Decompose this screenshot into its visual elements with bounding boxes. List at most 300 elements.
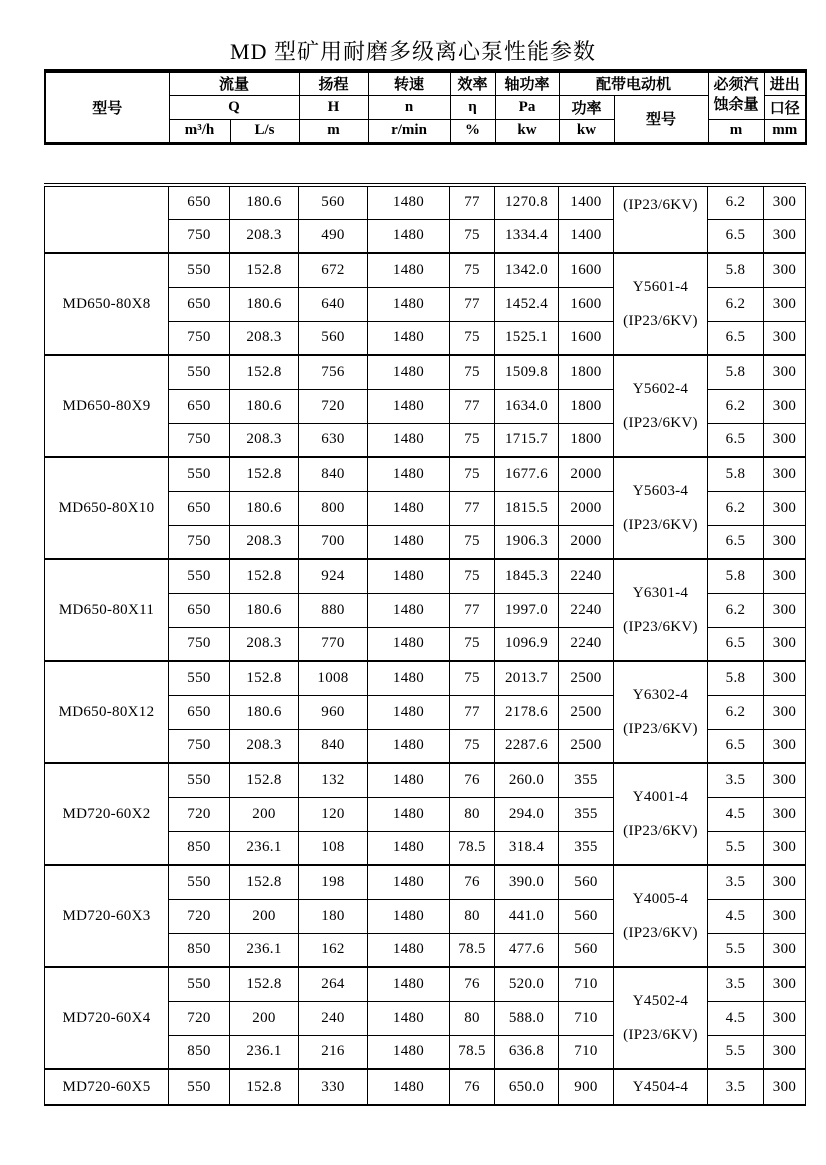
cell-motor-power: 355 bbox=[559, 797, 614, 831]
cell-efficiency: 75 bbox=[450, 525, 495, 559]
cell-motor-power: 560 bbox=[559, 899, 614, 933]
cell-efficiency: 75 bbox=[450, 253, 495, 287]
cell-speed: 1480 bbox=[368, 287, 450, 321]
cell-efficiency: 76 bbox=[450, 967, 495, 1001]
cell-motor-power: 2500 bbox=[559, 729, 614, 763]
cell-port: 300 bbox=[764, 627, 806, 661]
col-header-port-line1: 进出 bbox=[764, 71, 806, 95]
cell-efficiency: 77 bbox=[450, 287, 495, 321]
cell-port: 300 bbox=[764, 831, 806, 865]
cell-speed: 1480 bbox=[368, 219, 450, 253]
cell-port: 300 bbox=[764, 593, 806, 627]
cell-npsh: 6.2 bbox=[708, 287, 764, 321]
cell-motor-power: 2000 bbox=[559, 525, 614, 559]
col-symbol-speed: n bbox=[368, 95, 450, 119]
motor-model-line: Y6301-4 bbox=[632, 585, 689, 601]
cell-shaft-power: 294.0 bbox=[495, 797, 559, 831]
cell-shaft-power: 1509.8 bbox=[495, 355, 559, 389]
cell-speed: 1480 bbox=[368, 831, 450, 865]
cell-speed: 1480 bbox=[368, 253, 450, 287]
motor-model-line: (IP23/6KV) bbox=[623, 517, 698, 533]
cell-shaft-power: 1815.5 bbox=[495, 491, 559, 525]
cell-flow-m3h: 720 bbox=[169, 1001, 230, 1035]
cell-shaft-power: 2178.6 bbox=[495, 695, 559, 729]
table-row bbox=[45, 253, 806, 287]
pump-data-table bbox=[44, 183, 806, 1106]
cell-shaft-power: 1997.0 bbox=[495, 593, 559, 627]
cell-head: 840 bbox=[299, 457, 368, 491]
cell-shaft-power: 260.0 bbox=[495, 763, 559, 797]
motor-model-cell bbox=[614, 457, 708, 559]
pump-model-cell bbox=[45, 185, 169, 253]
cell-flow-ls: 180.6 bbox=[230, 185, 299, 219]
col-header-motor-power: 功率 bbox=[559, 95, 614, 119]
cell-port: 300 bbox=[764, 1035, 806, 1069]
cell-shaft-power: 1270.8 bbox=[495, 185, 559, 219]
motor-model-line: (IP23/6KV) bbox=[623, 823, 698, 839]
cell-head: 560 bbox=[299, 185, 368, 219]
cell-motor-power: 1600 bbox=[559, 321, 614, 355]
cell-flow-ls: 152.8 bbox=[230, 559, 299, 593]
cell-motor-power: 2240 bbox=[559, 593, 614, 627]
table-row bbox=[45, 763, 806, 797]
unit-head: m bbox=[299, 119, 368, 143]
cell-flow-ls: 152.8 bbox=[230, 661, 299, 695]
cell-speed: 1480 bbox=[368, 389, 450, 423]
cell-flow-ls: 180.6 bbox=[230, 287, 299, 321]
motor-model-line: Y4001-4 bbox=[632, 789, 689, 805]
cell-npsh: 6.2 bbox=[708, 593, 764, 627]
cell-motor-power: 1600 bbox=[559, 253, 614, 287]
header-table bbox=[44, 69, 807, 145]
cell-flow-m3h: 750 bbox=[169, 627, 230, 661]
motor-model-line: Y5602-4 bbox=[632, 381, 689, 397]
cell-port: 300 bbox=[764, 729, 806, 763]
unit-flow-m3h: m³/h bbox=[169, 119, 230, 143]
cell-flow-m3h: 550 bbox=[169, 457, 230, 491]
cell-flow-ls: 236.1 bbox=[230, 831, 299, 865]
cell-motor-power: 560 bbox=[559, 933, 614, 967]
unit-speed: r/min bbox=[368, 119, 450, 143]
cell-port: 300 bbox=[764, 933, 806, 967]
cell-speed: 1480 bbox=[368, 729, 450, 763]
cell-npsh: 6.5 bbox=[708, 423, 764, 457]
motor-model-cell bbox=[614, 355, 708, 457]
col-header-shaft-power: 轴功率 bbox=[495, 71, 559, 95]
cell-npsh: 5.5 bbox=[708, 831, 764, 865]
cell-flow-ls: 236.1 bbox=[230, 933, 299, 967]
col-header-head: 扬程 bbox=[299, 71, 368, 95]
cell-npsh: 5.5 bbox=[708, 933, 764, 967]
cell-npsh: 5.8 bbox=[708, 661, 764, 695]
cell-efficiency: 77 bbox=[450, 593, 495, 627]
cell-flow-m3h: 550 bbox=[169, 1069, 230, 1105]
cell-speed: 1480 bbox=[368, 1001, 450, 1035]
cell-efficiency: 75 bbox=[450, 559, 495, 593]
cell-head: 880 bbox=[299, 593, 368, 627]
cell-speed: 1480 bbox=[368, 899, 450, 933]
cell-shaft-power: 1634.0 bbox=[495, 389, 559, 423]
cell-port: 300 bbox=[764, 185, 806, 219]
cell-flow-ls: 152.8 bbox=[230, 457, 299, 491]
cell-flow-ls: 180.6 bbox=[230, 593, 299, 627]
motor-model-line: Y5603-4 bbox=[632, 483, 689, 499]
cell-npsh: 5.8 bbox=[708, 457, 764, 491]
cell-flow-ls: 208.3 bbox=[230, 729, 299, 763]
cell-port: 300 bbox=[764, 695, 806, 729]
cell-npsh: 5.8 bbox=[708, 559, 764, 593]
pump-model-cell: MD650-80X12 bbox=[45, 661, 169, 763]
cell-efficiency: 75 bbox=[450, 219, 495, 253]
cell-flow-ls: 208.3 bbox=[230, 627, 299, 661]
cell-flow-m3h: 750 bbox=[169, 525, 230, 559]
cell-head: 216 bbox=[299, 1035, 368, 1069]
cell-speed: 1480 bbox=[368, 797, 450, 831]
cell-shaft-power: 1096.9 bbox=[495, 627, 559, 661]
cell-speed: 1480 bbox=[368, 457, 450, 491]
col-header-port-line2: 口径 bbox=[764, 95, 806, 119]
pump-model-cell: MD650-80X11 bbox=[45, 559, 169, 661]
motor-model-cell bbox=[614, 185, 708, 253]
cell-npsh: 3.5 bbox=[708, 865, 764, 899]
cell-flow-m3h: 650 bbox=[169, 491, 230, 525]
cell-flow-ls: 208.3 bbox=[230, 525, 299, 559]
col-symbol-shaft-power: Pa bbox=[495, 95, 559, 119]
motor-model-line: (IP23/6KV) bbox=[623, 1027, 698, 1043]
cell-speed: 1480 bbox=[368, 695, 450, 729]
cell-flow-ls: 208.3 bbox=[230, 219, 299, 253]
table-row bbox=[45, 355, 806, 389]
col-header-speed: 转速 bbox=[368, 71, 450, 95]
motor-model-cell bbox=[614, 661, 708, 763]
pump-model-cell: MD720-60X4 bbox=[45, 967, 169, 1069]
cell-efficiency: 78.5 bbox=[450, 831, 495, 865]
cell-port: 300 bbox=[764, 219, 806, 253]
cell-speed: 1480 bbox=[368, 321, 450, 355]
motor-model-line: (IP23/6KV) bbox=[623, 619, 698, 635]
cell-shaft-power: 390.0 bbox=[495, 865, 559, 899]
table-row bbox=[45, 1069, 806, 1105]
motor-model-cell bbox=[614, 253, 708, 355]
cell-shaft-power: 1845.3 bbox=[495, 559, 559, 593]
motor-model-cell bbox=[614, 763, 708, 865]
cell-npsh: 6.5 bbox=[708, 627, 764, 661]
cell-efficiency: 78.5 bbox=[450, 933, 495, 967]
cell-shaft-power: 1334.4 bbox=[495, 219, 559, 253]
cell-port: 300 bbox=[764, 559, 806, 593]
motor-model-cell bbox=[614, 559, 708, 661]
cell-motor-power: 1800 bbox=[559, 355, 614, 389]
cell-flow-m3h: 850 bbox=[169, 933, 230, 967]
cell-npsh: 6.2 bbox=[708, 185, 764, 219]
cell-port: 300 bbox=[764, 287, 806, 321]
cell-speed: 1480 bbox=[368, 525, 450, 559]
cell-flow-m3h: 650 bbox=[169, 287, 230, 321]
npsh-label-line2: 蚀余量 bbox=[713, 96, 759, 113]
cell-port: 300 bbox=[764, 967, 806, 1001]
cell-npsh: 3.5 bbox=[708, 1069, 764, 1105]
cell-flow-ls: 200 bbox=[230, 1001, 299, 1035]
cell-motor-power: 560 bbox=[559, 865, 614, 899]
cell-flow-m3h: 720 bbox=[169, 899, 230, 933]
col-symbol-flow: Q bbox=[169, 95, 299, 119]
cell-head: 132 bbox=[299, 763, 368, 797]
cell-efficiency: 77 bbox=[450, 185, 495, 219]
cell-head: 960 bbox=[299, 695, 368, 729]
col-symbol-efficiency: η bbox=[450, 95, 495, 119]
cell-motor-power: 710 bbox=[559, 967, 614, 1001]
cell-shaft-power: 1525.1 bbox=[495, 321, 559, 355]
table-row bbox=[45, 185, 806, 219]
cell-efficiency: 77 bbox=[450, 695, 495, 729]
cell-npsh: 3.5 bbox=[708, 763, 764, 797]
cell-head: 162 bbox=[299, 933, 368, 967]
cell-speed: 1480 bbox=[368, 933, 450, 967]
cell-speed: 1480 bbox=[368, 1035, 450, 1069]
cell-motor-power: 2240 bbox=[559, 559, 614, 593]
col-header-motor: 配带电动机 bbox=[559, 71, 708, 95]
cell-head: 560 bbox=[299, 321, 368, 355]
cell-npsh: 3.5 bbox=[708, 967, 764, 1001]
cell-flow-m3h: 750 bbox=[169, 219, 230, 253]
header-row-1 bbox=[45, 71, 806, 95]
cell-motor-power: 355 bbox=[559, 831, 614, 865]
cell-efficiency: 76 bbox=[450, 1069, 495, 1105]
cell-shaft-power: 1342.0 bbox=[495, 253, 559, 287]
cell-motor-power: 2240 bbox=[559, 627, 614, 661]
cell-flow-m3h: 750 bbox=[169, 729, 230, 763]
page-title: MD 型矿用耐磨多级离心泵性能参数 bbox=[230, 39, 596, 64]
cell-flow-ls: 152.8 bbox=[230, 355, 299, 389]
cell-flow-m3h: 720 bbox=[169, 797, 230, 831]
cell-flow-ls: 236.1 bbox=[230, 1035, 299, 1069]
motor-model-cell bbox=[614, 865, 708, 967]
cell-flow-ls: 152.8 bbox=[230, 865, 299, 899]
cell-shaft-power: 2013.7 bbox=[495, 661, 559, 695]
cell-head: 770 bbox=[299, 627, 368, 661]
motor-model-cell bbox=[614, 967, 708, 1069]
cell-motor-power: 2000 bbox=[559, 491, 614, 525]
cell-flow-ls: 180.6 bbox=[230, 389, 299, 423]
cell-motor-power: 1800 bbox=[559, 389, 614, 423]
motor-model-cell bbox=[614, 1069, 708, 1105]
cell-efficiency: 80 bbox=[450, 797, 495, 831]
cell-shaft-power: 1677.6 bbox=[495, 457, 559, 491]
cell-flow-m3h: 650 bbox=[169, 389, 230, 423]
cell-speed: 1480 bbox=[368, 661, 450, 695]
cell-npsh: 4.5 bbox=[708, 899, 764, 933]
cell-flow-m3h: 650 bbox=[169, 185, 230, 219]
col-header-model: 型号 bbox=[45, 71, 169, 143]
cell-port: 300 bbox=[764, 491, 806, 525]
cell-efficiency: 75 bbox=[450, 661, 495, 695]
cell-head: 264 bbox=[299, 967, 368, 1001]
cell-flow-m3h: 750 bbox=[169, 321, 230, 355]
motor-model-line: (IP23/6KV) bbox=[623, 197, 698, 213]
motor-model-line: (IP23/6KV) bbox=[623, 925, 698, 941]
cell-efficiency: 76 bbox=[450, 763, 495, 797]
cell-flow-m3h: 750 bbox=[169, 423, 230, 457]
cell-head: 198 bbox=[299, 865, 368, 899]
col-header-efficiency: 效率 bbox=[450, 71, 495, 95]
cell-port: 300 bbox=[764, 389, 806, 423]
pump-model-cell: MD720-60X3 bbox=[45, 865, 169, 967]
cell-head: 700 bbox=[299, 525, 368, 559]
cell-efficiency: 75 bbox=[450, 627, 495, 661]
cell-motor-power: 900 bbox=[559, 1069, 614, 1105]
cell-head: 180 bbox=[299, 899, 368, 933]
cell-speed: 1480 bbox=[368, 355, 450, 389]
cell-npsh: 5.8 bbox=[708, 253, 764, 287]
unit-flow-ls: L/s bbox=[230, 119, 299, 143]
cell-flow-ls: 152.8 bbox=[230, 253, 299, 287]
cell-head: 330 bbox=[299, 1069, 368, 1105]
cell-head: 720 bbox=[299, 389, 368, 423]
cell-motor-power: 1600 bbox=[559, 287, 614, 321]
motor-model-line: Y5601-4 bbox=[632, 279, 689, 295]
cell-flow-ls: 152.8 bbox=[230, 967, 299, 1001]
cell-motor-power: 1800 bbox=[559, 423, 614, 457]
cell-flow-m3h: 550 bbox=[169, 661, 230, 695]
cell-efficiency: 77 bbox=[450, 491, 495, 525]
cell-head: 640 bbox=[299, 287, 368, 321]
cell-flow-m3h: 550 bbox=[169, 763, 230, 797]
table-row bbox=[45, 967, 806, 1001]
cell-port: 300 bbox=[764, 423, 806, 457]
cell-head: 490 bbox=[299, 219, 368, 253]
cell-port: 300 bbox=[764, 253, 806, 287]
cell-flow-ls: 200 bbox=[230, 899, 299, 933]
cell-flow-ls: 152.8 bbox=[230, 1069, 299, 1105]
motor-model-line: Y4504-4 bbox=[632, 1079, 689, 1095]
cell-efficiency: 75 bbox=[450, 457, 495, 491]
cell-speed: 1480 bbox=[368, 865, 450, 899]
cell-efficiency: 80 bbox=[450, 899, 495, 933]
pump-model-cell: MD650-80X9 bbox=[45, 355, 169, 457]
cell-efficiency: 80 bbox=[450, 1001, 495, 1035]
pump-model-cell: MD720-60X2 bbox=[45, 763, 169, 865]
cell-head: 800 bbox=[299, 491, 368, 525]
cell-flow-m3h: 850 bbox=[169, 1035, 230, 1069]
cell-motor-power: 2500 bbox=[559, 661, 614, 695]
npsh-label-line1: 必须汽 bbox=[713, 77, 759, 94]
cell-motor-power: 2500 bbox=[559, 695, 614, 729]
unit-efficiency: % bbox=[450, 119, 495, 143]
cell-npsh: 6.5 bbox=[708, 321, 764, 355]
motor-model-line: Y6302-4 bbox=[632, 687, 689, 703]
cell-npsh: 6.5 bbox=[708, 729, 764, 763]
cell-shaft-power: 318.4 bbox=[495, 831, 559, 865]
cell-flow-ls: 200 bbox=[230, 797, 299, 831]
cell-shaft-power: 1715.7 bbox=[495, 423, 559, 457]
cell-npsh: 6.2 bbox=[708, 389, 764, 423]
cell-efficiency: 75 bbox=[450, 355, 495, 389]
cell-flow-m3h: 850 bbox=[169, 831, 230, 865]
cell-motor-power: 1400 bbox=[559, 185, 614, 219]
cell-flow-m3h: 550 bbox=[169, 559, 230, 593]
unit-npsh: m bbox=[708, 119, 764, 143]
cell-flow-ls: 208.3 bbox=[230, 321, 299, 355]
cell-speed: 1480 bbox=[368, 627, 450, 661]
cell-head: 240 bbox=[299, 1001, 368, 1035]
unit-motor-power: kw bbox=[559, 119, 614, 143]
cell-port: 300 bbox=[764, 797, 806, 831]
cell-shaft-power: 650.0 bbox=[495, 1069, 559, 1105]
cell-speed: 1480 bbox=[368, 763, 450, 797]
cell-efficiency: 75 bbox=[450, 423, 495, 457]
cell-motor-power: 710 bbox=[559, 1001, 614, 1035]
cell-head: 1008 bbox=[299, 661, 368, 695]
cell-npsh: 5.8 bbox=[708, 355, 764, 389]
cell-head: 120 bbox=[299, 797, 368, 831]
cell-port: 300 bbox=[764, 525, 806, 559]
col-header-npsh bbox=[708, 71, 764, 119]
cell-speed: 1480 bbox=[368, 423, 450, 457]
cell-port: 300 bbox=[764, 1069, 806, 1105]
cell-shaft-power: 2287.6 bbox=[495, 729, 559, 763]
cell-port: 300 bbox=[764, 457, 806, 491]
cell-speed: 1480 bbox=[368, 1069, 450, 1105]
cell-head: 924 bbox=[299, 559, 368, 593]
cell-shaft-power: 588.0 bbox=[495, 1001, 559, 1035]
cell-efficiency: 77 bbox=[450, 389, 495, 423]
cell-motor-power: 355 bbox=[559, 763, 614, 797]
cell-speed: 1480 bbox=[368, 593, 450, 627]
cell-npsh: 6.5 bbox=[708, 525, 764, 559]
cell-efficiency: 75 bbox=[450, 729, 495, 763]
cell-motor-power: 1400 bbox=[559, 219, 614, 253]
cell-flow-ls: 152.8 bbox=[230, 763, 299, 797]
cell-speed: 1480 bbox=[368, 185, 450, 219]
cell-shaft-power: 1906.3 bbox=[495, 525, 559, 559]
cell-npsh: 6.5 bbox=[708, 219, 764, 253]
cell-flow-m3h: 550 bbox=[169, 865, 230, 899]
pump-model-cell: MD650-80X8 bbox=[45, 253, 169, 355]
cell-motor-power: 710 bbox=[559, 1035, 614, 1069]
cell-head: 672 bbox=[299, 253, 368, 287]
cell-port: 300 bbox=[764, 899, 806, 933]
cell-flow-ls: 208.3 bbox=[230, 423, 299, 457]
motor-model-line: (IP23/6KV) bbox=[623, 721, 698, 737]
cell-shaft-power: 477.6 bbox=[495, 933, 559, 967]
table-row bbox=[45, 457, 806, 491]
cell-efficiency: 76 bbox=[450, 865, 495, 899]
cell-npsh: 4.5 bbox=[708, 1001, 764, 1035]
cell-shaft-power: 520.0 bbox=[495, 967, 559, 1001]
cell-head: 756 bbox=[299, 355, 368, 389]
cell-speed: 1480 bbox=[368, 559, 450, 593]
cell-port: 300 bbox=[764, 355, 806, 389]
cell-flow-m3h: 550 bbox=[169, 967, 230, 1001]
cell-port: 300 bbox=[764, 661, 806, 695]
cell-port: 300 bbox=[764, 321, 806, 355]
cell-flow-m3h: 650 bbox=[169, 593, 230, 627]
cell-flow-m3h: 550 bbox=[169, 355, 230, 389]
cell-efficiency: 78.5 bbox=[450, 1035, 495, 1069]
col-header-motor-model: 型号 bbox=[614, 95, 708, 143]
cell-shaft-power: 636.8 bbox=[495, 1035, 559, 1069]
col-header-flow: 流量 bbox=[169, 71, 299, 95]
motor-model-line: (IP23/6KV) bbox=[623, 415, 698, 431]
cell-flow-m3h: 550 bbox=[169, 253, 230, 287]
cell-head: 108 bbox=[299, 831, 368, 865]
cell-flow-ls: 180.6 bbox=[230, 491, 299, 525]
cell-npsh: 6.2 bbox=[708, 491, 764, 525]
cell-shaft-power: 441.0 bbox=[495, 899, 559, 933]
cell-speed: 1480 bbox=[368, 967, 450, 1001]
cell-flow-m3h: 650 bbox=[169, 695, 230, 729]
cell-head: 630 bbox=[299, 423, 368, 457]
